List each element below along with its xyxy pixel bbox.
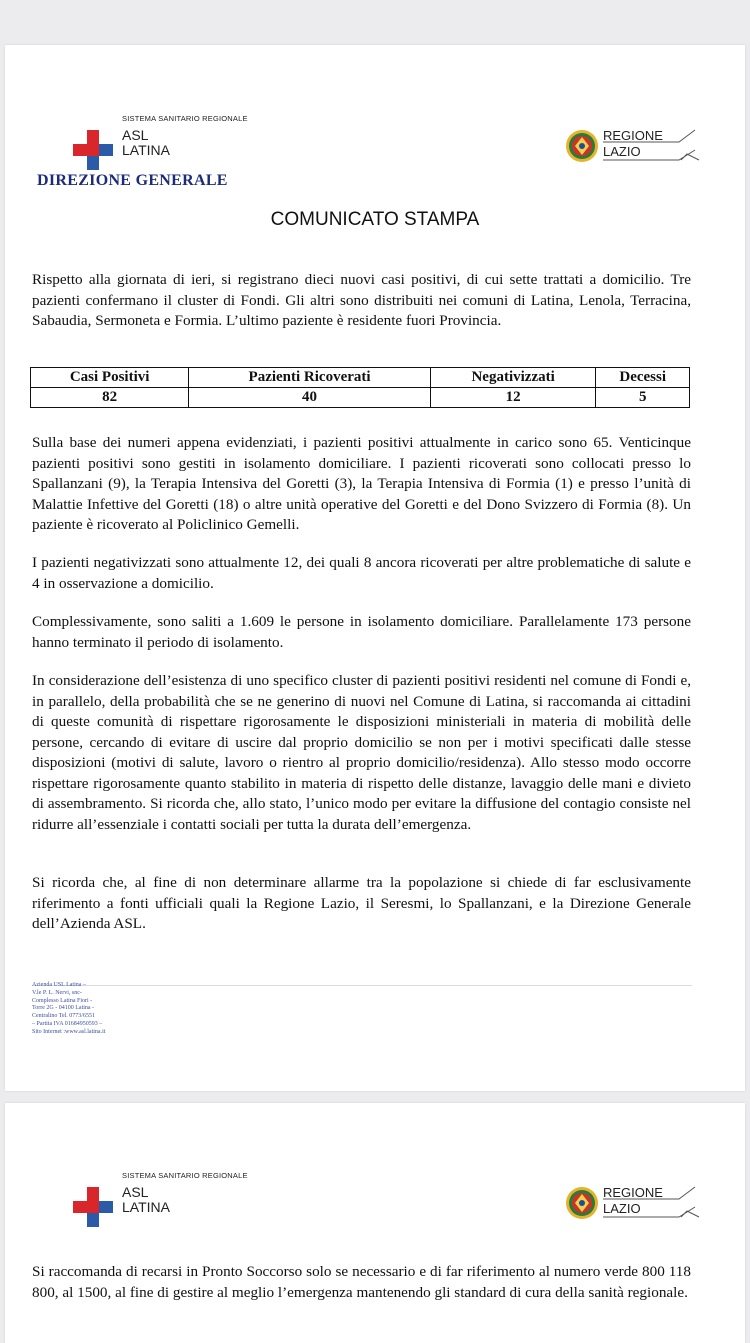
paragraph-recommendations: In considerazione dell’esistenza di uno specifico cluster di pazienti positivi residenti nel comune di Fondi e, in parallelo, della probabilità che se ne generino di nuovi nel Comune di Latina, si raccomanda ai cittadini di queste comunità di rispettare rigorosamente le disposizioni ministeriali in materia di mobilità delle persone, cercando di evitare di uscire dal proprio domicilio se non per i motivi specificati dalle stesse disposizioni (motivi di salute, lavoro o rientro al proprio domicilio/residenza). Allo stesso modo occorre rispettare rigorosamente quanto stabilito in materia di rispetto delle distanze, lavaggio delle mani e divieto di assembramento. Si ricorda che, allo stato, l’unico modo per evitare la diffusione del contagio consiste nel ridurre all’essenziale i contatti sociali per tutta la durata dell’emergenza. bbox=[32, 672, 691, 833]
paragraph-official-sources: Si ricorda che, al fine di non determinare allarme tra la popolazione si chiede di far esclusivamente riferimento a fonti ufficiali quali la Regione Lazio, il Seresmi, lo Spallanzani, e la Direzione Generale dell’Azienda ASL. bbox=[32, 874, 691, 932]
asl-name-line2: LATINA bbox=[122, 1199, 170, 1215]
table-value-pazienti-ricoverati: 40 bbox=[189, 388, 431, 408]
footer-line: Azienda USL Latina – bbox=[32, 982, 86, 988]
asl-system-label: SISTEMA SANITARIO REGIONALE bbox=[122, 1171, 248, 1180]
table-header-row bbox=[31, 368, 690, 388]
regione-lazio-name bbox=[603, 128, 663, 160]
statistics-table bbox=[30, 367, 690, 408]
asl-latina-logo bbox=[68, 1171, 258, 1221]
footer-line: Sito Internet :www.asl.latina.it bbox=[32, 1028, 106, 1035]
table-value-negativizzati: 12 bbox=[430, 388, 596, 408]
regione-lazio-emblem-icon bbox=[565, 129, 599, 163]
footer-line: Complesso Latina Fiori - bbox=[32, 997, 93, 1004]
intro-paragraph: Rispetto alla giornata di ieri, si registrano dieci nuovi casi positivi, di cui sette trattati a domicilio. Tre pazienti confermano il cluster di Fondi. Gli altri sono distribuiti nei comuni di Latina, Lenola, Terracina, Sabaudia, Sermoneta e Formia. L’ultimo paziente è residente fuori Provincia. bbox=[32, 271, 691, 329]
asl-name-line1: ASL bbox=[122, 1184, 149, 1200]
paragraph-negativized: I pazienti negativizzati sono attualmente 12, dei quali 8 ancora ricoverati per altre problematiche di salute e 4 in osservazione a domicilio. bbox=[32, 554, 691, 592]
asl-name bbox=[122, 128, 170, 158]
table-value-casi-positivi: 82 bbox=[31, 388, 189, 408]
asl-cross-icon bbox=[73, 130, 113, 170]
asl-latina-logo bbox=[68, 114, 258, 164]
asl-cross-icon bbox=[73, 1187, 113, 1227]
direzione-generale-heading: DIREZIONE GENERALE bbox=[37, 172, 228, 189]
footer-line: – Partita IVA 01684950593 – bbox=[32, 1020, 103, 1027]
regione-lazio-emblem-icon bbox=[565, 1186, 599, 1220]
regione-line1: REGIONE bbox=[603, 1185, 663, 1200]
asl-system-label: SISTEMA SANITARIO REGIONALE bbox=[122, 114, 248, 123]
table-header-casi-positivi: Casi Positivi bbox=[31, 368, 189, 388]
regione-lazio-logo bbox=[565, 126, 705, 166]
document-page-2 bbox=[5, 1103, 745, 1343]
paragraph-isolation: Complessivamente, sono saliti a 1.609 le persone in isolamento domiciliare. Parallelamente 173 persone hanno terminato il periodo di isolamento. bbox=[32, 613, 691, 651]
document-title: COMUNICATO STAMPA bbox=[270, 209, 480, 230]
footer-line: Centralino Tel. 0773/6551 bbox=[32, 1013, 95, 1020]
paragraph-pronto-soccorso: Si raccomanda di recarsi in Pronto Soccorso solo se necessario e di far riferimento al numero verde 800 118 800, al 1500, al fine di gestire al meglio l’emergenza mantenendo gli standard di cura della sanità regionale. bbox=[32, 1263, 691, 1301]
regione-lazio-name bbox=[603, 1185, 663, 1217]
table-header-negativizzati: Negativizzati bbox=[430, 368, 596, 388]
table-values-row bbox=[31, 388, 690, 408]
paragraph-hospitalized: Sulla base dei numeri appena evidenziati, i pazienti positivi attualmente in carico sono 65. Venticinque pazienti positivi sono gestiti in isolamento domiciliare. I pazienti ricoverati sono collocati presso lo Spallanzani (9), la Terapia Intensiva del Goretti (3), la Terapia Intensiva di Formia (1) e presso l’unità di Malattie Infettive del Goretti (18) o altre unità operative del Goretti e del Dono Svizzero di Formia (8). Un paziente è ricoverato al Policlinico Gemelli. bbox=[32, 434, 691, 533]
document-page-1 bbox=[5, 45, 745, 1091]
footer-line: V.le P. L. Nervi, snc- bbox=[32, 989, 82, 996]
regione-line2: LAZIO bbox=[603, 144, 641, 159]
asl-name-line1: ASL bbox=[122, 127, 149, 143]
table-header-decessi: Decessi bbox=[596, 368, 690, 388]
asl-name-line2: LATINA bbox=[122, 142, 170, 158]
footer-line: Torre 2G - 04100 Latina - bbox=[32, 1005, 95, 1012]
regione-line1: REGIONE bbox=[603, 128, 663, 143]
table-value-decessi: 5 bbox=[596, 388, 690, 408]
regione-lazio-logo bbox=[565, 1183, 705, 1223]
asl-name bbox=[122, 1185, 170, 1215]
regione-line2: LAZIO bbox=[603, 1201, 641, 1216]
table-header-pazienti-ricoverati: Pazienti Ricoverati bbox=[189, 368, 431, 388]
footer-address bbox=[32, 982, 142, 1037]
